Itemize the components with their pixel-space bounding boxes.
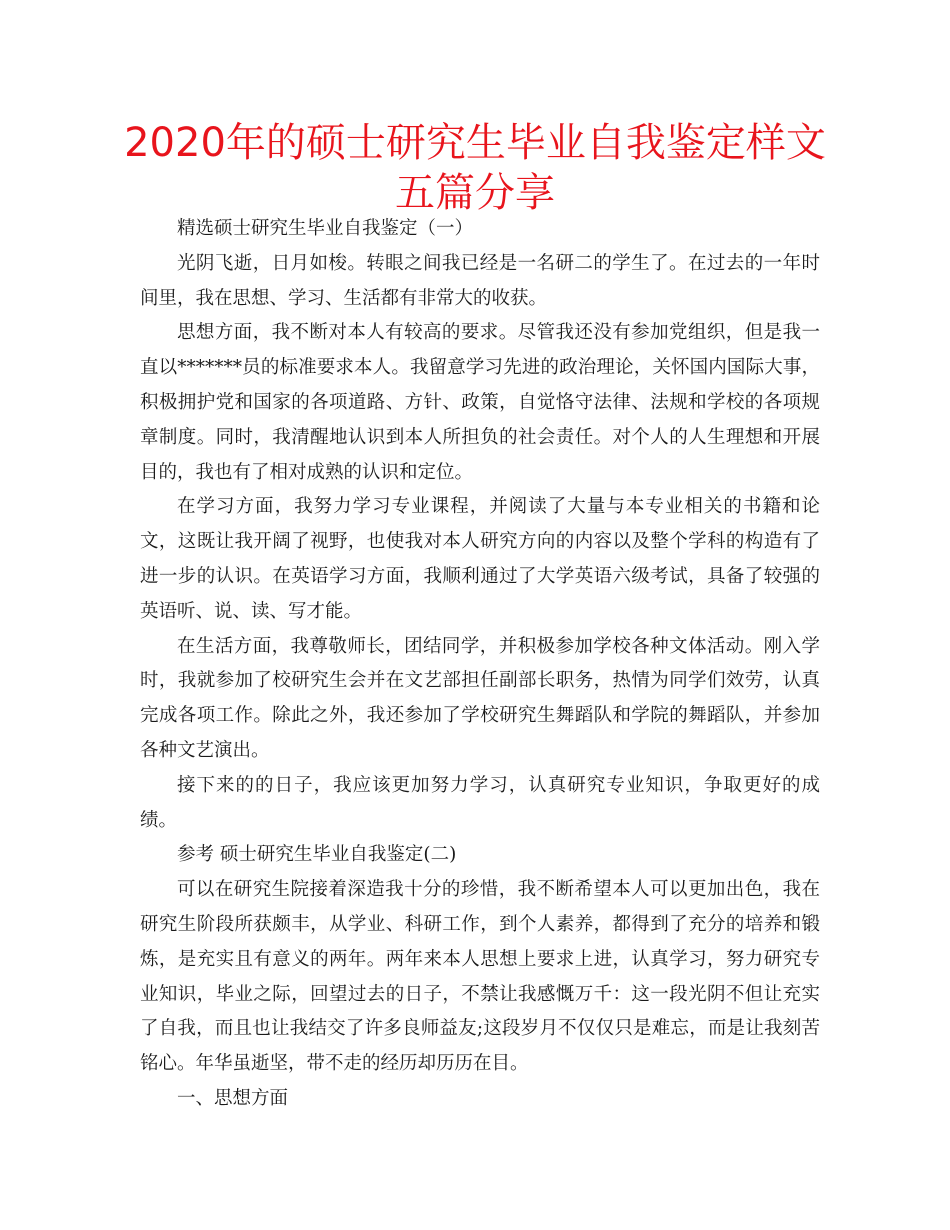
paragraph: 在生活方面，我尊敬师长，团结同学，并积极参加学校各种文体活动。刚入学时，我就参加了校研究生会并在文艺部担任副部长职务，热情为同学们效劳，认真完成各项工作。除此之外，我还参加了学校研究生舞蹈队和学院的舞蹈队，并参加各种文艺演出。 [140,635,820,761]
section-heading-one: 精选硕士研究生毕业自我鉴定（一） [177,218,474,239]
document-title: 2020年的硕士研究生毕业自我鉴定样文五篇分享 [124,120,826,216]
paragraph: 可以在研究生院接着深造我十分的珍惜，我不断希望本人可以更加出色，我在研究生阶段所获颇丰，从学业、科研工作，到个人素养，都得到了充分的培养和锻炼，是充实且有意义的两年。两年来本人思想上要求上进，认真学习，努力研究专业知识，毕业之际，回望过去的日子，不禁让我感慨万千：这一段光阴不但让充实了自我，而且也让我结交了许多良师益友;这段岁月不仅仅只是难忘，而是让我刻苦铭心。年华虽逝坚，带不走的经历却历历在目。 [140,879,820,1075]
paragraph: 接下来的的日子，我应该更加努力学习，认真研究专业知识，争取更好的成绩。 [140,774,820,831]
document-body [140,212,820,1117]
paragraph: 光阴飞逝，日月如梭。转眼之间我已经是一名研二的学生了。在过去的一年时间里，我在思想、学习、生活都有非常大的收获。 [140,252,820,309]
paragraph: 思想方面，我不断对本人有较高的要求。尽管我还没有参加党组织，但是我一直以*******员的标准要求本人。我留意学习先进的政治理论，关怀国内国际大事，积极拥护党和国家的各项道路、方针、政策，自觉恪守法律、法规和学校的各项规章制度。同时，我清醒地认识到本人所担负的社会责任。对个人的人生理想和开展目的，我也有了相对成熟的认识和定位。 [140,322,820,483]
subsection-heading: 一、思想方面 [177,1087,289,1109]
section-heading-two: 参考 硕士研究生毕业自我鉴定(二) [177,844,457,866]
paragraph: 在学习方面，我努力学习专业课程，并阅读了大量与本专业相关的书籍和论文，这既让我开阔了视野，也使我对本人研究方向的内容以及整个学科的构造有了进一步的认识。在英语学习方面，我顺利通过了大学英语六级考试，具备了较强的英语听、说、读、写才能。 [140,496,820,622]
